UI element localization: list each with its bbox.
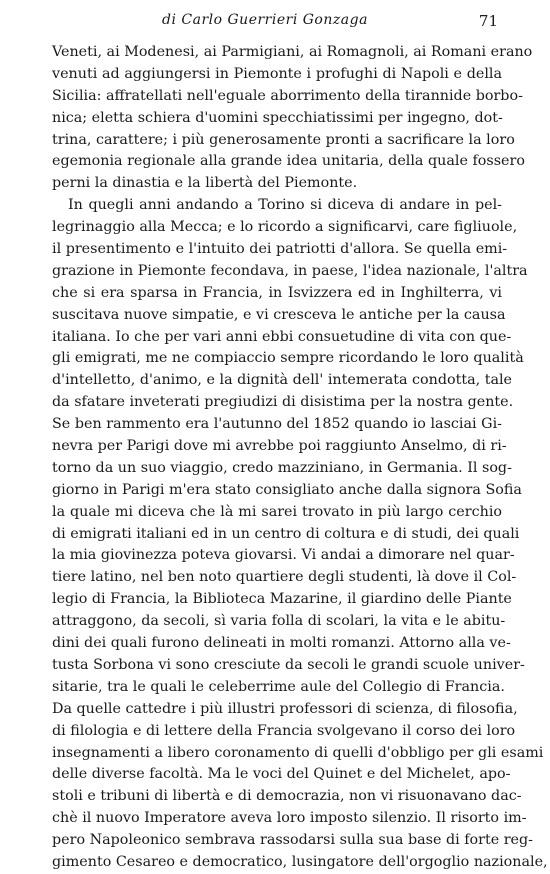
text-line: dini dei quali furono delineati in molti romanzi. Attorno alla ve- <box>52 635 511 652</box>
text-line: legrinaggio alla Mecca; e lo ricordo a significarvi, care figliuole, <box>52 219 518 236</box>
text-line: attraggono, da secoli, sì varia folla di scolari, la vita e le abitu- <box>52 613 506 630</box>
text-line: legio di Francia, la Biblioteca Mazarine, il giardino delle Piante <box>52 591 512 608</box>
text-line: di filologia e di lettere della Francia svolgevano il corso dei loro <box>52 722 516 739</box>
text-line: torno da un suo viaggio, credo mazziniano, in Germania. Il sog- <box>52 459 512 476</box>
text-line: Da quelle cattedre i più illustri professori di scienza, di filosofia, <box>52 700 518 717</box>
text-line: trina, carattere; i più generosamente pronti a sacrificare la loro <box>52 131 515 148</box>
text-line: chè il nuovo Imperatore aveva loro imposto silenzio. Il risorto im- <box>52 810 527 827</box>
text-line: nica; eletta schiera d'uomini specchiatissimi per ingegno, dot- <box>52 109 503 126</box>
text-line: italiana. Io che per vari anni ebbi consuetudine di vita con que- <box>52 328 512 345</box>
page-number: 71 <box>478 12 498 30</box>
text-line: la quale mi diceva che là mi sarei trovato in più largo cerchio <box>52 503 502 520</box>
body-text <box>52 42 548 874</box>
text-line: Veneti, ai Modenesi, ai Parmigiani, ai Romagnoli, ai Romani erano <box>52 44 533 60</box>
text-line: perni la dinastia e la libertà del Piemonte. <box>52 175 358 192</box>
text-line: di emigrati italiani ed in un centro di coltura e di studi, dei quali <box>52 525 520 542</box>
text-line: Sicilia: affratellati nell'eguale aborrimento della tirannide borbo- <box>52 87 523 104</box>
text-line: In quegli anni andando a Torino si diceva di andare in pel- <box>68 197 502 214</box>
text-line: egemonia regionale alla grande idea unitaria, della quale fossero <box>52 153 525 170</box>
text-line: il presentimento e l'intuito dei patriotti d'allora. Se quella emi- <box>52 241 508 258</box>
text-line: tiere latino, nel ben noto quartiere degli studenti, là dove il Col- <box>52 569 517 586</box>
text-line: grazione in Piemonte fecondava, in paese, l'idea nazionale, l'altra <box>52 262 528 279</box>
page-header <box>0 10 550 34</box>
text-line: che si era sparsa in Francia, in Isvizzera ed in Inghilterra, vi <box>52 284 502 301</box>
text-line: delle diverse facoltà. Ma le voci del Quinet e del Michelet, apo- <box>52 766 511 783</box>
running-title: di Carlo Guerrieri Gonzaga <box>162 12 368 28</box>
text-line: stoli e tribuni di libertà e di democrazia, non vi risuonavano dac- <box>52 788 522 805</box>
text-line: sitarie, tra le quali le celeberrime aule del Collegio di Francia. <box>52 678 505 695</box>
text-line: giorno in Parigi m'era stato consigliato anche dalla signora Sofia <box>52 481 522 498</box>
text-line: pero Napoleonico sembrava rassodarsi sulla sua base di forte reg- <box>52 832 534 849</box>
text-line: nevra per Parigi dove mi avrebbe poi raggiunto Anselmo, di ri- <box>52 438 507 455</box>
text-line: gli emigrati, me ne compiaccio sempre ricordando le loro qualità <box>52 350 524 367</box>
text-line: la mia giovinezza poteva giovarsi. Vi andai a dimorare nel quar- <box>52 547 515 564</box>
text-line: insegnamenti a libero coronamento di quelli d'obbligo per gli esami <box>52 744 544 761</box>
text-line: Se ben rammento era l'autunno del 1852 quando io lasciai Gi- <box>52 416 502 433</box>
text-line: tusta Sorbona vi sono cresciute da secoli le grandi scuole univer- <box>52 656 525 673</box>
text-line: suscitava nuove simpatie, e vi cresceva le antiche per la causa <box>52 306 506 323</box>
text-line: venuti ad aggiungersi in Piemonte i profughi di Napoli e della <box>52 65 502 82</box>
text-line: gimento Cesareo e democratico, lusingatore dell'orgoglio nazionale, <box>52 853 548 870</box>
text-line: da sfatare inveterati pregiudizi di disistima per la nostra gente. <box>52 394 514 411</box>
text-line: d'intelletto, d'animo, e la dignità dell' intemerata condotta, tale <box>52 372 513 389</box>
